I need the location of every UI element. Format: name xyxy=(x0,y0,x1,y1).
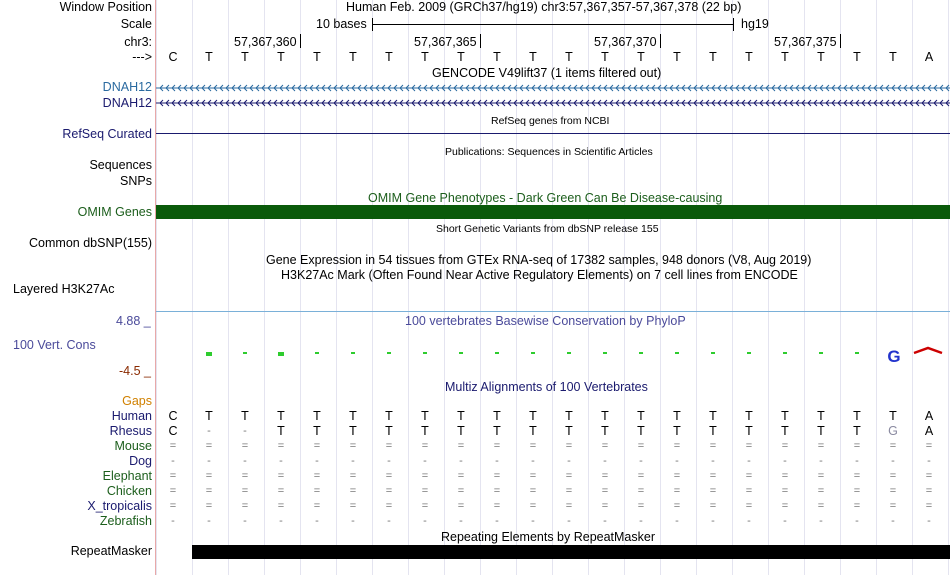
sequence-base: T xyxy=(673,50,681,64)
sequence-base: T xyxy=(205,50,213,64)
gencode-track-title: GENCODE V49lift37 (1 items filtered out) xyxy=(432,66,662,80)
alignment-base: = xyxy=(637,500,645,512)
alignment-base: = xyxy=(889,485,897,497)
omim-track-label[interactable]: OMIM Genes xyxy=(77,205,152,219)
alignment-base: = xyxy=(745,470,753,482)
alignment-base: = xyxy=(853,470,861,482)
alignment-base: = xyxy=(925,500,933,512)
alignment-base: = xyxy=(817,440,825,452)
alignment-base: - xyxy=(891,515,895,527)
gtex-track-title: Gene Expression in 54 tissues from GTEx RNA-seq of 17382 samples, 948 donors (V8, Aug 2019) xyxy=(266,253,812,267)
alignment-base: = xyxy=(241,440,249,452)
alignment-base: T xyxy=(817,409,825,423)
alignment-base: = xyxy=(457,470,465,482)
coord-tick xyxy=(660,34,661,48)
alignment-base: - xyxy=(747,455,751,467)
alignment-base: - xyxy=(171,515,175,527)
alignment-base: = xyxy=(781,440,789,452)
h3k27ac-signal-baseline xyxy=(156,311,950,312)
omim-gene-bar[interactable] xyxy=(156,205,950,219)
alignment-base: = xyxy=(493,470,501,482)
alignment-base: = xyxy=(925,440,933,452)
alignment-base: = xyxy=(277,485,285,497)
alignment-base: = xyxy=(781,470,789,482)
alignment-base: - xyxy=(675,455,679,467)
sequence-base: T xyxy=(313,50,321,64)
alignment-base: T xyxy=(565,409,573,423)
window-position-label: Window Position xyxy=(59,0,152,14)
alignment-base: - xyxy=(567,455,571,467)
alignment-base: = xyxy=(169,485,177,497)
alignment-base: = xyxy=(529,485,537,497)
alignment-base: T xyxy=(637,409,645,423)
conservation-ymax-label: 4.88 _ xyxy=(116,314,151,328)
alignment-base: - xyxy=(819,515,823,527)
alignment-base: = xyxy=(349,470,357,482)
alignment-base: - xyxy=(711,455,715,467)
coord-label: 57,367,365 xyxy=(414,35,477,49)
species-label[interactable]: Dog xyxy=(129,454,152,468)
alignment-base: = xyxy=(889,500,897,512)
alignment-base: = xyxy=(673,500,681,512)
gencode-gene-feature[interactable] xyxy=(156,82,950,94)
alignment-base: = xyxy=(565,470,573,482)
sequence-base: T xyxy=(385,50,393,64)
alignment-base: T xyxy=(493,424,501,438)
alignment-base: - xyxy=(819,455,823,467)
alignment-base: = xyxy=(313,440,321,452)
window-position-text: Human Feb. 2009 (GRCh37/hg19) chr3:57,367,357-57,367,378 (22 bp) xyxy=(346,0,742,14)
alignment-base: T xyxy=(709,409,717,423)
alignment-base: - xyxy=(207,455,211,467)
alignment-base: A xyxy=(924,409,934,423)
scale-bar-right-tick xyxy=(733,18,734,31)
alignment-base: = xyxy=(673,470,681,482)
alignment-base: T xyxy=(385,409,393,423)
sequence-base: T xyxy=(817,50,825,64)
alignment-base: = xyxy=(925,470,933,482)
sequence-base: C xyxy=(168,50,178,64)
alignment-base: = xyxy=(421,500,429,512)
alignment-base: = xyxy=(529,440,537,452)
alignment-base: = xyxy=(493,485,501,497)
sequence-base: T xyxy=(349,50,357,64)
alignment-base: - xyxy=(315,455,319,467)
alignment-base: - xyxy=(423,515,427,527)
alignment-base: = xyxy=(493,500,501,512)
h3k27ac-track-label[interactable]: Layered H3K27Ac xyxy=(13,282,115,296)
alignment-base: = xyxy=(637,440,645,452)
alignment-base: = xyxy=(565,485,573,497)
alignment-base: = xyxy=(205,470,213,482)
alignment-base: T xyxy=(673,409,681,423)
alignment-base: = xyxy=(385,500,393,512)
alignment-base: = xyxy=(349,485,357,497)
species-label[interactable]: Elephant xyxy=(102,469,152,483)
alignment-base: - xyxy=(171,455,175,467)
alignment-base: = xyxy=(565,500,573,512)
sequence-base: T xyxy=(781,50,789,64)
alignment-base: - xyxy=(927,455,931,467)
alignment-base: = xyxy=(709,500,717,512)
alignment-base: T xyxy=(421,424,429,438)
alignment-base: = xyxy=(385,485,393,497)
alignment-base: - xyxy=(387,455,391,467)
gencode-gene-label[interactable]: DNAH12 xyxy=(102,96,152,110)
omim-track-title: OMIM Gene Phenotypes - Dark Green Can Be Disease-causing xyxy=(368,191,723,205)
sequences-track-label[interactable]: Sequences xyxy=(89,158,152,172)
species-label[interactable]: Rhesus xyxy=(109,424,152,438)
alignment-base: - xyxy=(351,455,355,467)
repeat-element-bar[interactable] xyxy=(192,545,950,559)
alignment-base: = xyxy=(205,485,213,497)
alignment-base: - xyxy=(639,515,643,527)
alignment-base: = xyxy=(169,440,177,452)
alignment-base: = xyxy=(241,500,249,512)
alignment-base: T xyxy=(529,424,537,438)
alignment-base: = xyxy=(853,500,861,512)
h3k27ac-track-title: H3K27Ac Mark (Often Found Near Active Regulatory Elements) on 7 cell lines from ENCODE xyxy=(281,268,798,282)
alignment-base: = xyxy=(169,470,177,482)
alignment-base: = xyxy=(889,440,897,452)
conservation-logo xyxy=(156,340,950,370)
alignment-base: C xyxy=(168,409,178,423)
alignment-base: T xyxy=(457,409,465,423)
alignment-base: A xyxy=(924,424,934,438)
alignment-base: = xyxy=(277,500,285,512)
sequence-base: T xyxy=(601,50,609,64)
alignment-base: = xyxy=(745,500,753,512)
sequence-base: T xyxy=(457,50,465,64)
alignment-base: = xyxy=(349,500,357,512)
alignment-base: - xyxy=(495,455,499,467)
alignment-base: - xyxy=(207,515,211,527)
gencode-gene-label[interactable]: DNAH12 xyxy=(102,80,152,94)
alignment-base: - xyxy=(243,515,247,527)
alignment-base: - xyxy=(783,455,787,467)
assembly-label: hg19 xyxy=(741,17,769,31)
alignment-base: = xyxy=(745,440,753,452)
alignment-base: = xyxy=(313,485,321,497)
alignment-base: = xyxy=(205,500,213,512)
sequence-base: T xyxy=(637,50,645,64)
alignment-base: - xyxy=(675,515,679,527)
coord-tick xyxy=(300,34,301,48)
alignment-base: - xyxy=(891,455,895,467)
refseq-track-label[interactable]: RefSeq Curated xyxy=(62,127,152,141)
alignment-base: - xyxy=(243,425,247,437)
alignment-base: - xyxy=(567,515,571,527)
alignment-base: = xyxy=(637,470,645,482)
species-label[interactable]: X_tropicalis xyxy=(87,499,152,513)
alignment-base: T xyxy=(421,409,429,423)
publications-track-title: Publications: Sequences in Scientific Articles xyxy=(445,146,653,158)
strand-label: ---> xyxy=(132,50,152,64)
alignment-base: = xyxy=(709,485,717,497)
alignment-base: = xyxy=(601,470,609,482)
alignment-base: = xyxy=(565,440,573,452)
alignment-base: T xyxy=(781,409,789,423)
alignment-base: = xyxy=(457,440,465,452)
alignment-base: = xyxy=(529,470,537,482)
scale-bar xyxy=(372,24,734,25)
repeatmasker-track-label[interactable]: RepeatMasker xyxy=(70,544,152,558)
alignment-base: = xyxy=(529,500,537,512)
alignment-base: - xyxy=(459,515,463,527)
scale-label: Scale xyxy=(120,17,152,31)
species-label[interactable]: Human xyxy=(111,409,152,423)
sequence-base: T xyxy=(709,50,717,64)
conservation-track-title: 100 vertebrates Basewise Conservation by PhyloP xyxy=(405,314,686,328)
alignment-base: T xyxy=(349,409,357,423)
coord-tick xyxy=(840,34,841,48)
alignment-base: = xyxy=(313,500,321,512)
coord-label: 57,367,360 xyxy=(234,35,297,49)
alignment-base: - xyxy=(351,515,355,527)
alignment-base: = xyxy=(853,485,861,497)
alignment-base: = xyxy=(385,440,393,452)
alignment-base: G xyxy=(888,424,898,438)
alignment-base: = xyxy=(241,485,249,497)
alignment-base: = xyxy=(241,470,249,482)
alignment-base: - xyxy=(315,515,319,527)
alignment-base: T xyxy=(277,424,285,438)
alignment-base: T xyxy=(313,424,321,438)
coord-tick xyxy=(480,34,481,48)
alignment-base: = xyxy=(313,470,321,482)
alignment-base: - xyxy=(711,515,715,527)
alignment-base: - xyxy=(531,455,535,467)
alignment-base: T xyxy=(853,409,861,423)
coord-label: 57,367,370 xyxy=(594,35,657,49)
sequence-base: T xyxy=(529,50,537,64)
alignment-base: T xyxy=(529,409,537,423)
alignment-base: = xyxy=(493,440,501,452)
sequence-base: T xyxy=(493,50,501,64)
logo-caret-mark xyxy=(914,348,942,353)
alignment-base: = xyxy=(601,485,609,497)
conservation-track-label[interactable]: 100 Vert. Cons xyxy=(13,338,96,352)
refseq-gene-feature[interactable] xyxy=(156,133,950,134)
alignment-base: - xyxy=(423,455,427,467)
alignment-base: = xyxy=(601,500,609,512)
sequence-base: T xyxy=(745,50,753,64)
alignment-base: - xyxy=(603,455,607,467)
alignment-base: T xyxy=(601,424,609,438)
alignment-base: = xyxy=(781,485,789,497)
alignment-base: T xyxy=(385,424,393,438)
alignment-base: = xyxy=(277,470,285,482)
alignment-base: - xyxy=(495,515,499,527)
alignment-base: = xyxy=(385,470,393,482)
alignment-base: = xyxy=(709,440,717,452)
alignment-base: - xyxy=(747,515,751,527)
alignment-base: T xyxy=(709,424,717,438)
alignment-base: - xyxy=(855,515,859,527)
alignment-base: - xyxy=(603,515,607,527)
alignment-base: T xyxy=(601,409,609,423)
sequence-base: T xyxy=(421,50,429,64)
alignment-base: T xyxy=(205,409,213,423)
alignment-base: = xyxy=(889,470,897,482)
alignment-base: - xyxy=(927,515,931,527)
sequence-base: T xyxy=(241,50,249,64)
alignment-base: C xyxy=(168,424,178,438)
alignment-base: = xyxy=(925,485,933,497)
chrom-label: chr3: xyxy=(124,35,152,49)
alignment-base: - xyxy=(207,425,211,437)
alignment-base: = xyxy=(349,440,357,452)
scale-bar-left-tick xyxy=(372,18,373,31)
sequence-base: T xyxy=(889,50,897,64)
alignment-base: = xyxy=(673,440,681,452)
alignment-base: = xyxy=(853,440,861,452)
alignment-base: = xyxy=(457,500,465,512)
alignment-base: = xyxy=(637,485,645,497)
sequence-base: T xyxy=(565,50,573,64)
alignment-base: T xyxy=(493,409,501,423)
alignment-base: T xyxy=(277,409,285,423)
alignment-base: = xyxy=(169,500,177,512)
sequence-base: T xyxy=(277,50,285,64)
species-label[interactable]: Mouse xyxy=(114,439,152,453)
dbsnp-track-label[interactable]: Common dbSNP(155) xyxy=(29,236,152,250)
alignment-base: - xyxy=(243,455,247,467)
alignment-base: - xyxy=(783,515,787,527)
alignment-base: T xyxy=(781,424,789,438)
logo-base-letter: G xyxy=(887,347,901,366)
snps-track-label[interactable]: SNPs xyxy=(120,174,152,188)
alignment-base: - xyxy=(639,455,643,467)
multiz-track-title: Multiz Alignments of 100 Vertebrates xyxy=(445,380,648,394)
conservation-ymin-label: -4.5 _ xyxy=(119,364,151,378)
alignment-base: - xyxy=(279,455,283,467)
alignment-base: = xyxy=(709,470,717,482)
gaps-label[interactable]: Gaps xyxy=(122,394,152,408)
alignment-base: T xyxy=(889,409,897,423)
alignment-base: = xyxy=(673,485,681,497)
species-label[interactable]: Chicken xyxy=(106,484,152,498)
sequence-base: T xyxy=(853,50,861,64)
alignment-base: = xyxy=(421,485,429,497)
alignment-base: = xyxy=(277,440,285,452)
alignment-base: = xyxy=(601,440,609,452)
alignment-base: = xyxy=(781,500,789,512)
refseq-track-title: RefSeq genes from NCBI xyxy=(491,115,610,127)
alignment-base: T xyxy=(313,409,321,423)
alignment-base: = xyxy=(817,485,825,497)
alignment-base: T xyxy=(745,409,753,423)
scale-bases-text: 10 bases xyxy=(316,17,367,31)
alignment-base: - xyxy=(531,515,535,527)
coord-label: 57,367,375 xyxy=(774,35,837,49)
alignment-base: T xyxy=(241,409,249,423)
alignment-base: = xyxy=(457,485,465,497)
dbsnp-track-title: Short Genetic Variants from dbSNP release 155 xyxy=(436,223,659,235)
alignment-base: = xyxy=(421,470,429,482)
alignment-base: = xyxy=(745,485,753,497)
species-label[interactable]: Zebrafish xyxy=(99,514,152,528)
alignment-base: = xyxy=(817,470,825,482)
alignment-base: = xyxy=(817,500,825,512)
repeatmasker-track-title: Repeating Elements by RepeatMasker xyxy=(441,530,656,544)
sequence-base: A xyxy=(924,50,934,64)
alignment-base: = xyxy=(421,440,429,452)
alignment-base: = xyxy=(205,440,213,452)
alignment-base: - xyxy=(855,455,859,467)
alignment-base: T xyxy=(853,424,861,438)
alignment-base: T xyxy=(349,424,357,438)
alignment-base: T xyxy=(457,424,465,438)
alignment-base: T xyxy=(745,424,753,438)
alignment-base: T xyxy=(817,424,825,438)
alignment-base: - xyxy=(387,515,391,527)
alignment-base: T xyxy=(673,424,681,438)
alignment-base: T xyxy=(637,424,645,438)
alignment-base: - xyxy=(279,515,283,527)
alignment-base: T xyxy=(565,424,573,438)
gencode-gene-feature[interactable] xyxy=(156,97,950,109)
alignment-base: - xyxy=(459,455,463,467)
